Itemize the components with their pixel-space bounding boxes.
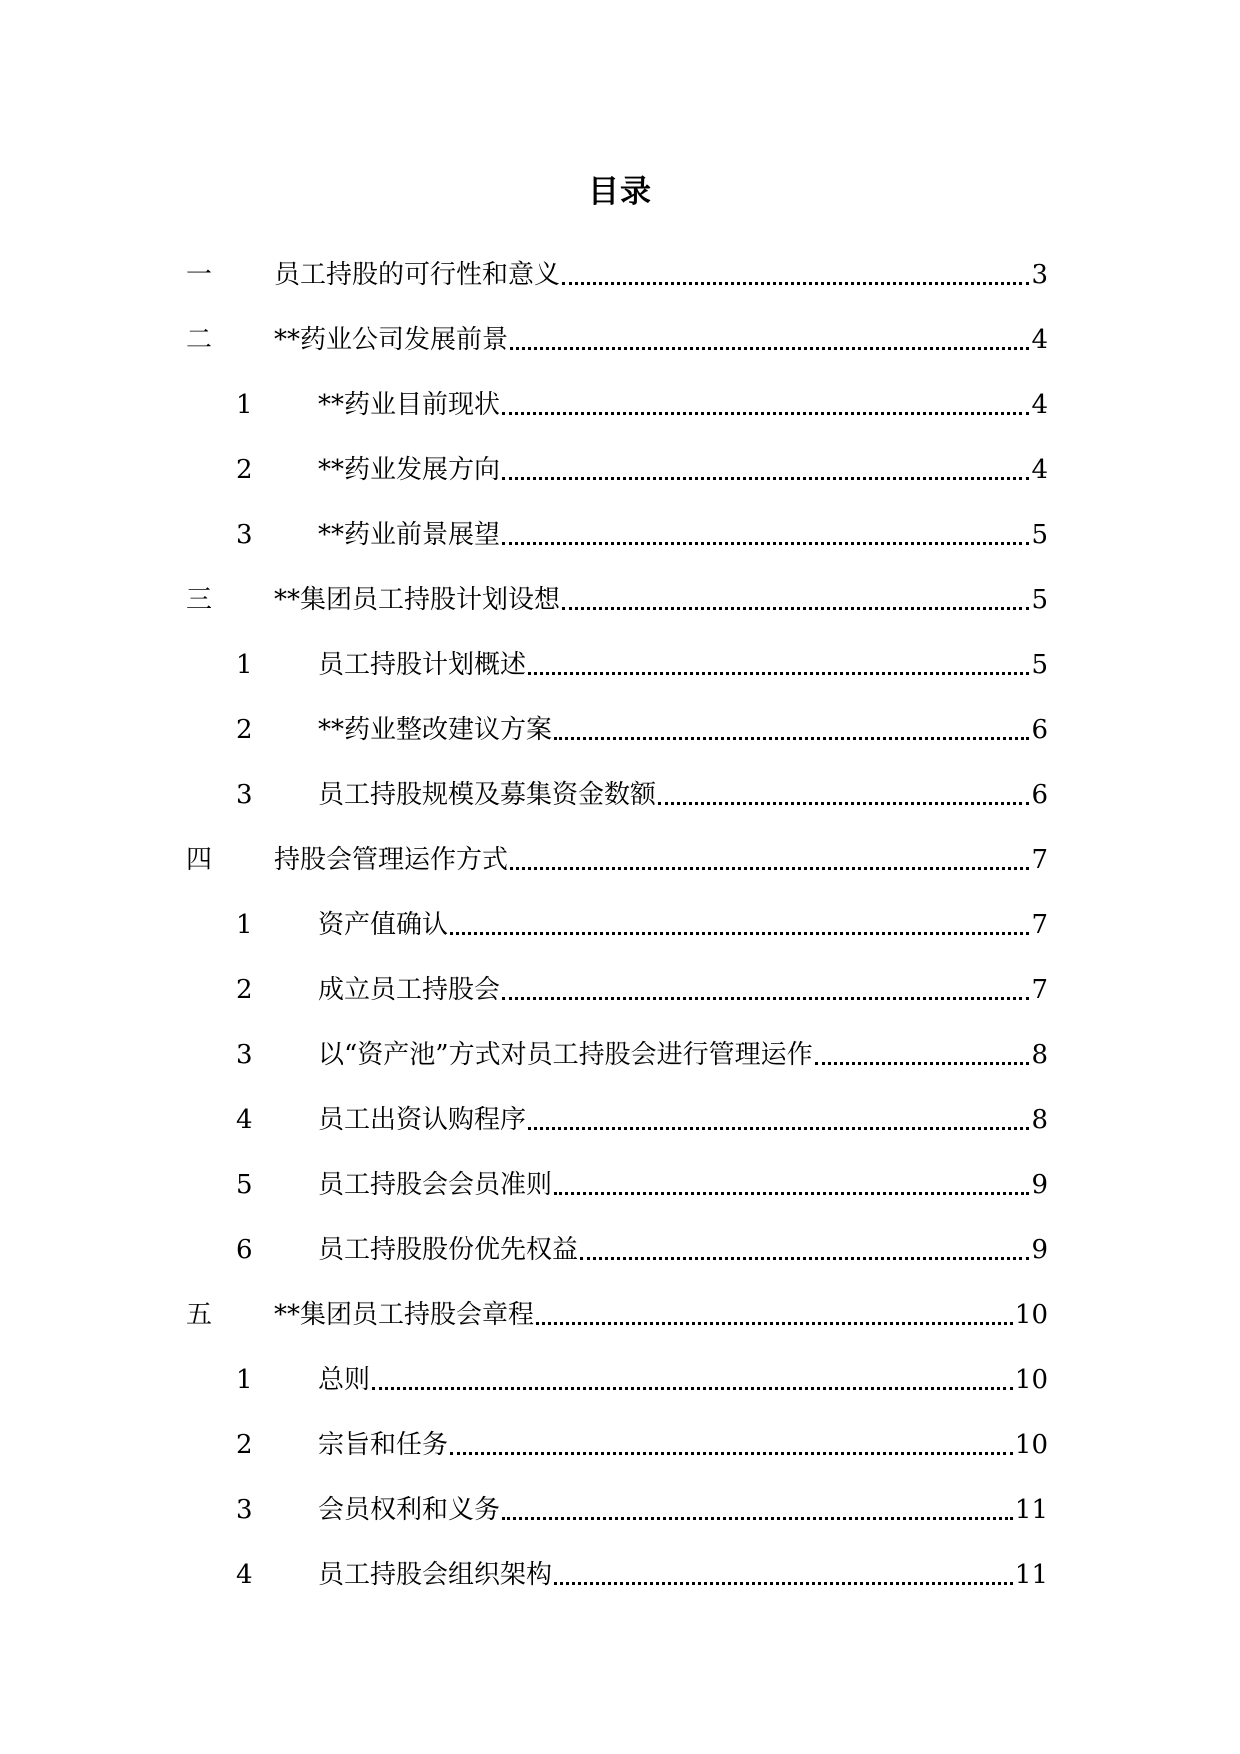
toc-page-number: 4 [1031,389,1048,420]
toc-dot-leader [528,648,1029,682]
toc-dot-leader [528,1103,1029,1137]
toc-entry-number: 1 [236,649,253,680]
toc-entry-title: 会员权利和义务 [318,1494,501,1525]
toc-entry-number: 1 [236,909,253,940]
toc-dot-leader [450,1428,1013,1462]
toc-subsection-entry[interactable] [186,1217,1048,1282]
toc-dot-leader [510,843,1029,877]
toc-page-number: 6 [1031,779,1048,810]
toc-dot-leader [580,1233,1029,1267]
toc-entry-number: 1 [236,389,253,420]
toc-entry-title: 员工持股规模及募集资金数额 [318,779,657,810]
toc-dot-leader [815,1038,1030,1072]
toc-subsection-entry[interactable] [186,1542,1048,1607]
toc-page-number: 10 [1014,1429,1048,1460]
toc-entry-number: 4 [236,1559,253,1590]
toc-dot-leader [372,1363,1013,1397]
toc-entry-number: 2 [236,714,253,745]
toc-page-number: 9 [1031,1169,1048,1200]
toc-dot-leader [658,778,1029,812]
toc-list [186,242,1048,1607]
toc-entry-number: 一 [186,259,213,290]
toc-dot-leader [502,453,1029,487]
toc-entry-number: 二 [186,324,213,355]
toc-dot-leader [502,388,1029,422]
toc-section-entry[interactable] [186,1282,1048,1347]
toc-entry-title: 持股会管理运作方式 [274,844,509,875]
toc-dot-leader [554,1558,1013,1592]
toc-page-number: 3 [1031,259,1048,290]
toc-entry-title: **集团员工持股计划设想 [274,584,561,615]
toc-subsection-entry[interactable] [186,502,1048,567]
toc-entry-number: 三 [186,584,213,615]
toc-page-number: 7 [1031,844,1048,875]
toc-entry-number: 四 [186,844,213,875]
toc-subsection-entry[interactable] [186,697,1048,762]
toc-entry-title: **药业整改建议方案 [318,714,553,745]
toc-subsection-entry[interactable] [186,1152,1048,1217]
toc-subsection-entry[interactable] [186,892,1048,957]
toc-entry-number: 4 [236,1104,253,1135]
toc-dot-leader [554,1168,1029,1202]
toc-page-number: 7 [1031,974,1048,1005]
toc-entry-number: 1 [236,1364,253,1395]
toc-page-number: 10 [1014,1299,1048,1330]
toc-subsection-entry[interactable] [186,1477,1048,1542]
toc-entry-title: 员工持股会会员准则 [318,1169,553,1200]
toc-entry-title: 宗旨和任务 [318,1429,449,1460]
toc-section-entry[interactable] [186,827,1048,892]
toc-page-number: 8 [1031,1104,1048,1135]
toc-section-entry[interactable] [186,242,1048,307]
toc-page-number: 9 [1031,1234,1048,1265]
toc-entry-title: **药业目前现状 [318,389,501,420]
toc-subsection-entry[interactable] [186,372,1048,437]
toc-entry-title: 员工持股会组织架构 [318,1559,553,1590]
toc-page-number: 5 [1031,519,1048,550]
toc-page-number: 11 [1014,1559,1048,1590]
toc-dot-leader [510,323,1029,357]
toc-subsection-entry[interactable] [186,1412,1048,1477]
toc-dot-leader [450,908,1029,942]
toc-title: 目录 [588,174,652,210]
toc-subsection-entry[interactable] [186,437,1048,502]
toc-dot-leader [502,973,1029,1007]
toc-entry-title: 员工持股的可行性和意义 [274,259,561,290]
toc-entry-number: 3 [236,519,253,550]
toc-section-entry[interactable] [186,567,1048,632]
toc-entry-number: 2 [236,454,253,485]
toc-entry-number: 2 [236,974,253,1005]
toc-subsection-entry[interactable] [186,1087,1048,1152]
toc-page-number: 11 [1014,1494,1048,1525]
toc-entry-number: 5 [236,1169,253,1200]
toc-subsection-entry[interactable] [186,632,1048,697]
toc-entry-number: 3 [236,1039,253,1070]
toc-entry-number: 3 [236,779,253,810]
toc-subsection-entry[interactable] [186,1022,1048,1087]
toc-entry-title: 以“资产池”方式对员工持股会进行管理运作 [318,1039,813,1070]
toc-entry-title: 总则 [318,1364,371,1395]
toc-entry-title: 员工持股股份优先权益 [318,1234,579,1265]
toc-entry-number: 6 [236,1234,253,1265]
toc-page-number: 8 [1031,1039,1048,1070]
toc-entry-title: 资产值确认 [318,909,449,940]
toc-dot-leader [562,583,1029,617]
toc-page-number: 5 [1031,649,1048,680]
toc-subsection-entry[interactable] [186,762,1048,827]
toc-dot-leader [562,258,1029,292]
toc-page-number: 4 [1031,454,1048,485]
toc-page-number: 4 [1031,324,1048,355]
toc-section-entry[interactable] [186,307,1048,372]
toc-dot-leader [502,518,1029,552]
toc-page-number: 7 [1031,909,1048,940]
toc-entry-title: **药业前景展望 [318,519,501,550]
toc-dot-leader [554,713,1029,747]
toc-entry-title: 成立员工持股会 [318,974,501,1005]
toc-entry-number: 2 [236,1429,253,1460]
toc-subsection-entry[interactable] [186,1347,1048,1412]
toc-entry-title: 员工持股计划概述 [318,649,527,680]
toc-subsection-entry[interactable] [186,957,1048,1022]
toc-entry-title: 员工出资认购程序 [318,1104,527,1135]
toc-entry-title: **集团员工持股会章程 [274,1299,535,1330]
toc-page-number: 10 [1014,1364,1048,1395]
toc-entry-title: **药业公司发展前景 [274,324,509,355]
toc-entry-number: 3 [236,1494,253,1525]
toc-dot-leader [536,1298,1013,1332]
toc-dot-leader [502,1493,1013,1527]
toc-page-number: 6 [1031,714,1048,745]
toc-page-number: 5 [1031,584,1048,615]
toc-entry-title: **药业发展方向 [318,454,501,485]
toc-entry-number: 五 [186,1299,213,1330]
